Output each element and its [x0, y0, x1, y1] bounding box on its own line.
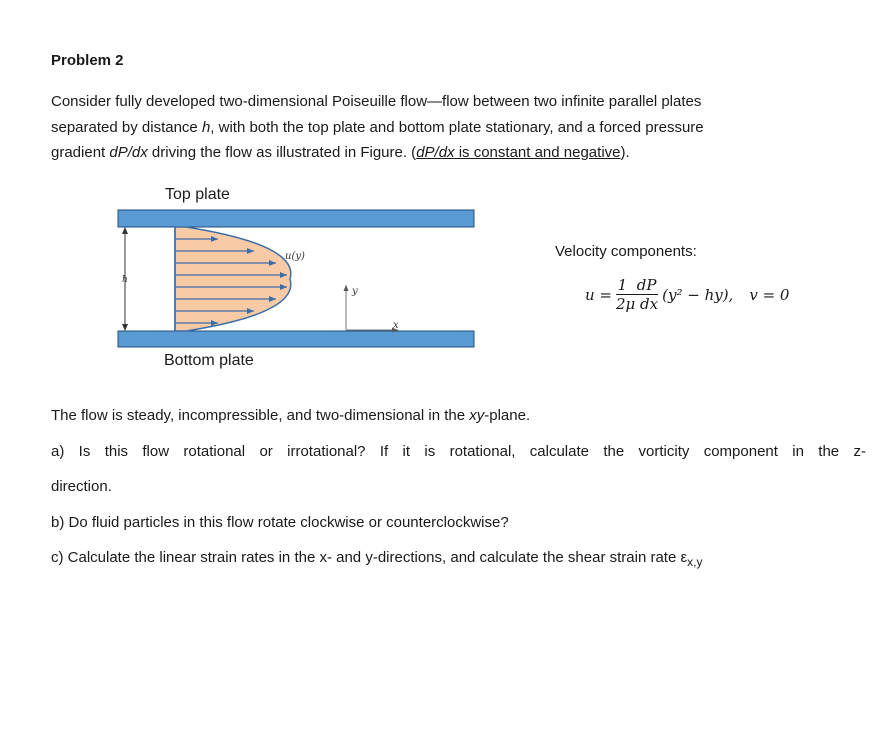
fraction-denominator: 2μ dx [616, 295, 659, 313]
top-plate [118, 210, 474, 227]
velocity-equation [585, 276, 789, 313]
y-axis-label: y [352, 286, 358, 297]
v-equation: v = 0 [749, 285, 790, 304]
fraction [614, 276, 660, 313]
problem-intro [51, 89, 851, 166]
velocity-profile [175, 227, 291, 331]
poiseuille-flow-figure [100, 200, 500, 360]
h-label: h [122, 275, 128, 285]
flow-statement: The flow is steady, incompressible, and two-dimensional in the xy-plane. [51, 407, 531, 424]
intro-line-1: Consider fully developed two-dimensional Poiseuille flow—flow between two infinite parallel plates [51, 93, 702, 110]
top-plate-label: Top plate [165, 186, 230, 203]
intro-line-3: gradient dP/dx driving the flow as illustrated in Figure. (dP/dx is constant and negative). [51, 144, 630, 161]
fraction-numerator: 1 dP [617, 276, 657, 294]
question-c: c) Calculate the linear strain rates in the x- and y-directions, and calculate the shear strain rate $\varepsilon_{x,y}$ [51, 549, 703, 569]
question-b: b) Do fluid particles in this flow rotate clockwise or counterclockwise? [51, 513, 509, 531]
bottom-plate-label: Bottom plate [164, 352, 254, 369]
intro-line-2: separated by distance h, with both the top plate and bottom plate stationary, and a forced pressure [51, 118, 704, 136]
x-axis-label: x [393, 320, 399, 331]
problem-title: Problem 2 [51, 52, 124, 69]
questions-block [51, 398, 866, 581]
question-a-line-2: direction. [51, 478, 112, 495]
bottom-plate [118, 331, 474, 347]
equation-rest: (y² − hy), [662, 285, 734, 304]
u-lhs: u = [585, 285, 612, 304]
question-a-line-1: a) Is this flow rotational or irrotational? If it is rotational, calculate the vorticity component in the z- [51, 442, 866, 460]
u-of-y-label: u(y) [285, 251, 305, 262]
velocity-heading: Velocity components: [555, 243, 697, 260]
